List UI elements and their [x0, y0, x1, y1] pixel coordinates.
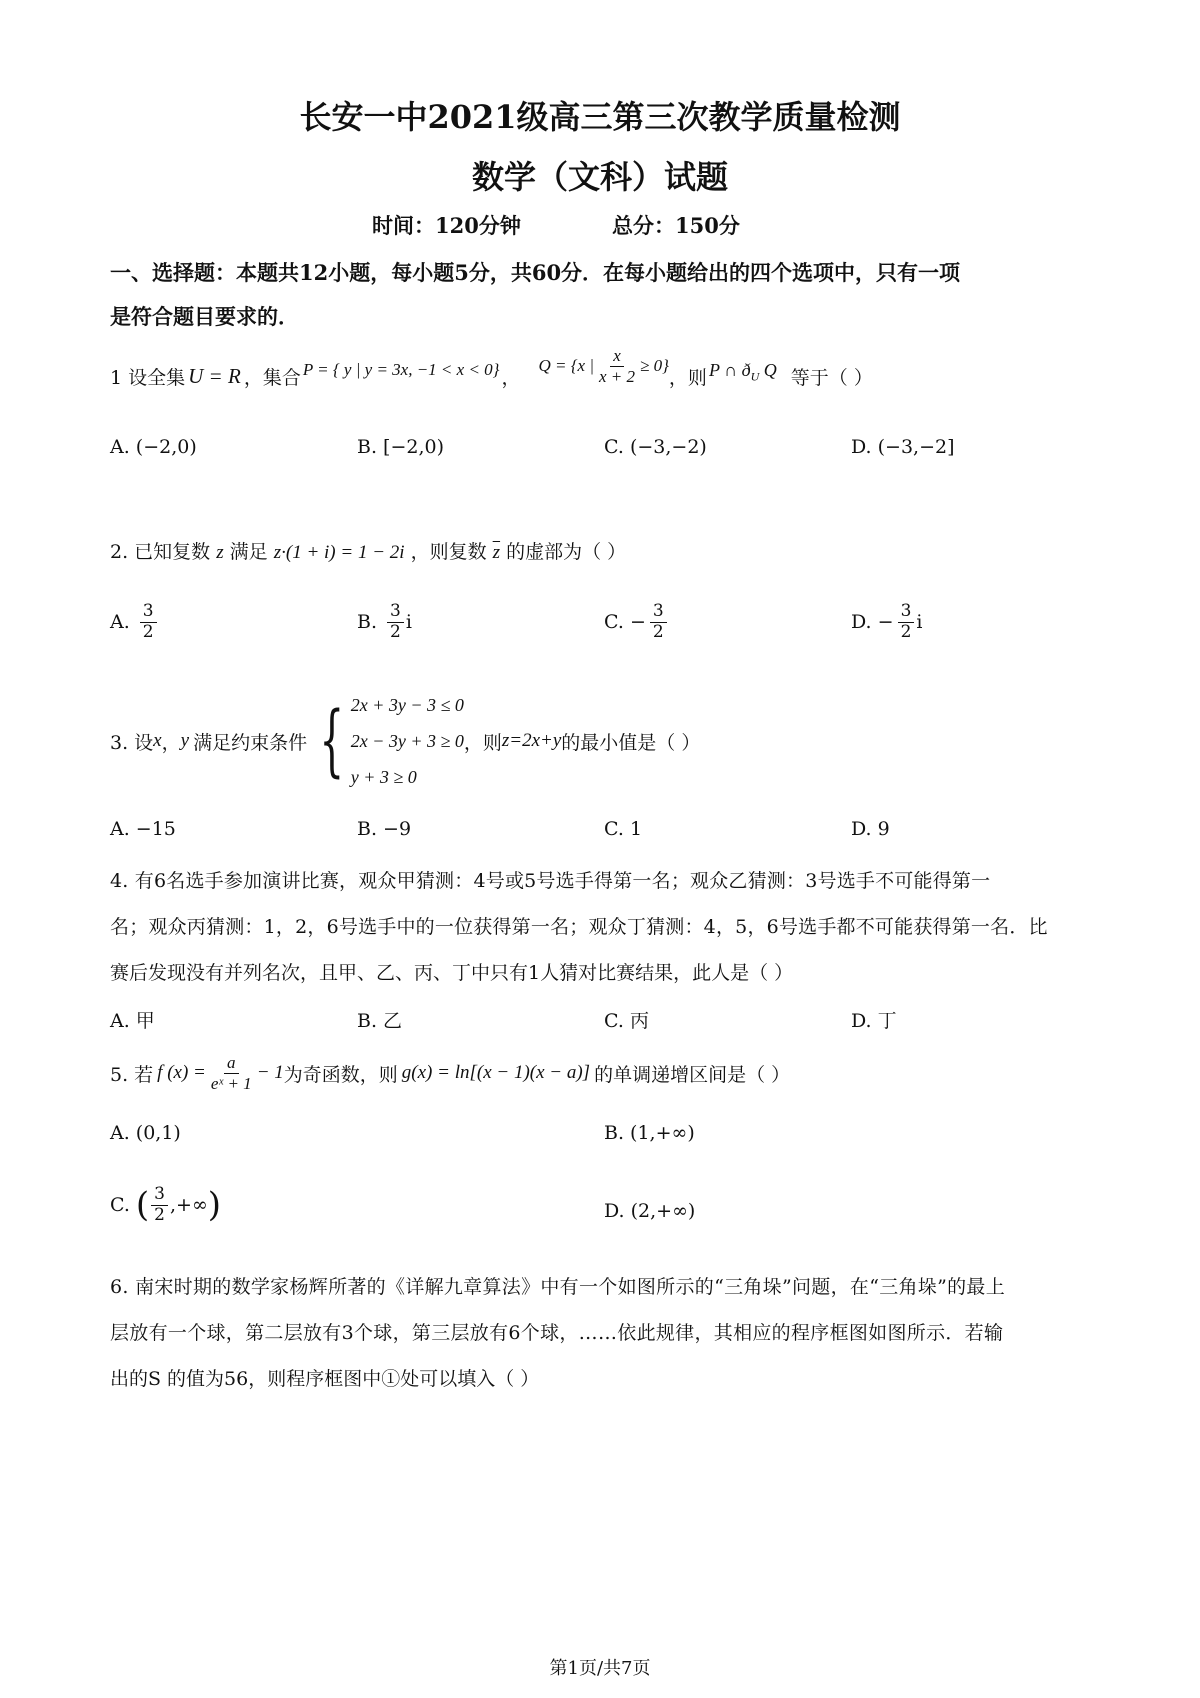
q1-text-d: ，则: [668, 366, 707, 389]
question-3: [110, 686, 700, 796]
q5-text-a: 5. 若: [110, 1063, 154, 1086]
q5-option-c-denominator: 2: [154, 1204, 165, 1225]
q3-text-b: 满足约束条件: [193, 731, 308, 754]
q1-set-p: P = { y | y = 3x, −1 < x < 0}: [302, 360, 500, 379]
q3-constraints: [351, 687, 464, 795]
q3-text-c: ，则: [463, 731, 502, 754]
q6-line-1: 6. 南宋时期的数学家杨辉所著的《详解九章算法》中有一个如图所示的“三角垛”问题，在“三角垛”的最上: [110, 1276, 1006, 1298]
q3-variable-x: x: [153, 730, 162, 751]
q3-variable-y: y: [180, 730, 190, 751]
q1-text-e: 等于（ ）: [790, 366, 873, 389]
question-5: [110, 1044, 790, 1102]
q1-set-q-head: Q = {x |: [538, 356, 594, 375]
left-paren-icon: (: [135, 1185, 150, 1226]
q3-constraint-1: 2x + 3y − 3 ≤ 0: [350, 695, 464, 715]
q1-option-c: C. (−3,−2): [604, 436, 707, 458]
q6-line-2: 层放有一个球，第二层放有3个球，第三层放有6个球，……依此规律，其相应的程序框图如图所示．若输: [110, 1322, 1004, 1344]
q1-option-d: D. (−3,−2]: [851, 436, 955, 458]
q4-option-a: A. 甲: [110, 1010, 155, 1032]
q4-line-2: 名；观众丙猜测：1，2，6号选手中的一位获得第一名；观众丁猜测：4，5，6号选手都不可能获得第一名．比: [110, 916, 1048, 938]
q2-variable-z: z: [216, 542, 224, 563]
q2-text-d: 的虚部为（ ）: [506, 541, 627, 563]
q2-option-a-label: A.: [110, 611, 130, 634]
q2-option-c-denominator: 2: [652, 621, 664, 642]
q3-option-b: B. −9: [357, 818, 412, 840]
question-2: [110, 537, 626, 564]
q5-option-c-fraction: [151, 1185, 168, 1225]
q5-option-b: B. (1,+∞): [604, 1122, 695, 1144]
q1-set-q-denominator: x + 2: [599, 366, 636, 386]
q1-option-b: B. [−2,0): [357, 436, 445, 458]
q3-text-a: 3. 设: [110, 731, 154, 754]
page-title: 长安一中2021级高三第三次教学质量检测: [299, 98, 901, 136]
q2-option-d-denominator: 2: [900, 621, 912, 642]
q2-option-b-unit: i: [405, 611, 412, 634]
q3-option-d: D. 9: [851, 818, 890, 840]
right-paren-icon: ): [207, 1185, 222, 1226]
q2-option-c-numerator: 3: [650, 602, 667, 623]
q1-set-q: [538, 346, 668, 386]
q6-line-3: 出的S 的值为56，则程序框图中①处可以填入（ ）: [110, 1368, 540, 1390]
section-heading-line2: 是符合题目要求的．: [110, 304, 299, 329]
q2-option-a-fraction: [140, 602, 157, 642]
q1-expression: [709, 360, 777, 385]
left-brace-icon: {: [319, 696, 345, 786]
page-subtitle: 数学（文科）试题: [471, 158, 728, 196]
q5-fraction: [208, 1053, 255, 1093]
q1-universal-set: U = R: [188, 363, 241, 388]
q2-option-c-label: C. −: [604, 611, 646, 634]
section-heading-line1: 一、选择题：本题共12小题，每小题5分，共60分．在每小题给出的四个选项中，只有一项: [110, 260, 961, 285]
q3-constraint-2: 2x − 3y + 3 ≥ 0: [350, 731, 464, 751]
q5-text-c: 为奇函数，则: [283, 1063, 398, 1086]
q5-option-c-tail: ,+∞: [170, 1194, 208, 1217]
q2-option-a-denominator: 2: [142, 621, 154, 642]
q4-line-1: 4. 有6名选手参加演讲比赛，观众甲猜测：4号或5号选手得第一名；观众乙猜测：3号选手不可能得第一: [110, 870, 991, 892]
page-number: 第1页/共7页: [549, 1658, 651, 1679]
q5-text-d: 的单调递增区间是（ ）: [594, 1063, 791, 1086]
q2-option-b-numerator: 3: [387, 602, 404, 623]
q2-text-b: 满足: [229, 541, 268, 563]
q1-expression-head: P ∩ ð: [708, 359, 751, 380]
q3-text-d: 的最小值是（ ）: [561, 731, 701, 754]
q5-option-c: [110, 1185, 221, 1225]
q5-option-c-numerator: 3: [151, 1185, 168, 1206]
q2-option-b-fraction: [387, 602, 404, 642]
q2-option-d-fraction: [898, 602, 915, 642]
q1-text-b: ，集合: [243, 366, 301, 389]
q5-minus-one: − 1: [256, 1062, 284, 1083]
q1-expression-subscript: U: [750, 369, 760, 384]
q2-option-d-label: D. −: [851, 611, 894, 634]
q3-comma: ，: [161, 731, 181, 754]
q4-option-b: B. 乙: [357, 1010, 403, 1032]
q2-text-c: ，则复数: [410, 541, 487, 563]
q1-set-q-tail: ≥ 0}: [640, 356, 669, 375]
q1-text-a: 1 设全集: [110, 366, 186, 389]
q5-numerator: a: [224, 1053, 239, 1074]
q5-function-g: g(x) = ln[(x − 1)(x − a)]: [401, 1062, 591, 1083]
q5-function-f: f (x) =: [157, 1062, 206, 1083]
q5-denominator: eˣ + 1: [210, 1073, 252, 1093]
q2-option-c: [604, 602, 669, 642]
q2-option-b: [357, 602, 412, 642]
q2-option-b-label: B.: [357, 611, 378, 634]
q3-option-a: A. −15: [110, 818, 176, 840]
q3-constraint-3: y + 3 ≥ 0: [350, 767, 417, 787]
exam-time: 时间：120分钟: [372, 213, 521, 238]
q2-option-d: [851, 602, 922, 642]
q5-option-c-label: C.: [110, 1194, 130, 1217]
q4-line-3: 赛后发现没有并列名次，且甲、乙、丙、丁中只有1人猜对比赛结果，此人是（ ）: [110, 962, 794, 984]
q2-option-d-numerator: 3: [898, 602, 915, 623]
q2-conjugate-z: $\overline{z}$: [492, 542, 501, 563]
q2-option-c-fraction: [650, 602, 667, 642]
q1-set-q-fraction: [596, 346, 638, 386]
question-1: [110, 346, 873, 406]
q4-option-d: D. 丁: [851, 1010, 897, 1032]
q1-option-a: A. (−2,0): [110, 436, 197, 458]
exam-total-score: 总分：150分: [612, 213, 740, 238]
q2-text-a: 2. 已知复数: [110, 541, 211, 563]
q2-option-a: [110, 602, 159, 642]
q1-text-c: ，: [501, 366, 521, 389]
q5-option-d: D. (2,+∞): [604, 1200, 696, 1222]
q3-constraint-system: [307, 687, 464, 795]
q1-expression-tail: Q: [763, 359, 777, 380]
q2-option-d-unit: i: [916, 611, 923, 634]
q2-option-a-numerator: 3: [140, 602, 157, 623]
q4-option-c: C. 丙: [604, 1010, 649, 1032]
q5-option-a: A. (0,1): [110, 1122, 181, 1144]
q2-equation: z·(1 + i) = 1 − 2i: [273, 542, 405, 563]
q3-objective: z=2x+y: [501, 730, 562, 751]
q3-option-c: C. 1: [604, 818, 643, 840]
q2-option-b-denominator: 2: [390, 621, 401, 642]
q1-set-q-numerator: x: [610, 346, 624, 367]
